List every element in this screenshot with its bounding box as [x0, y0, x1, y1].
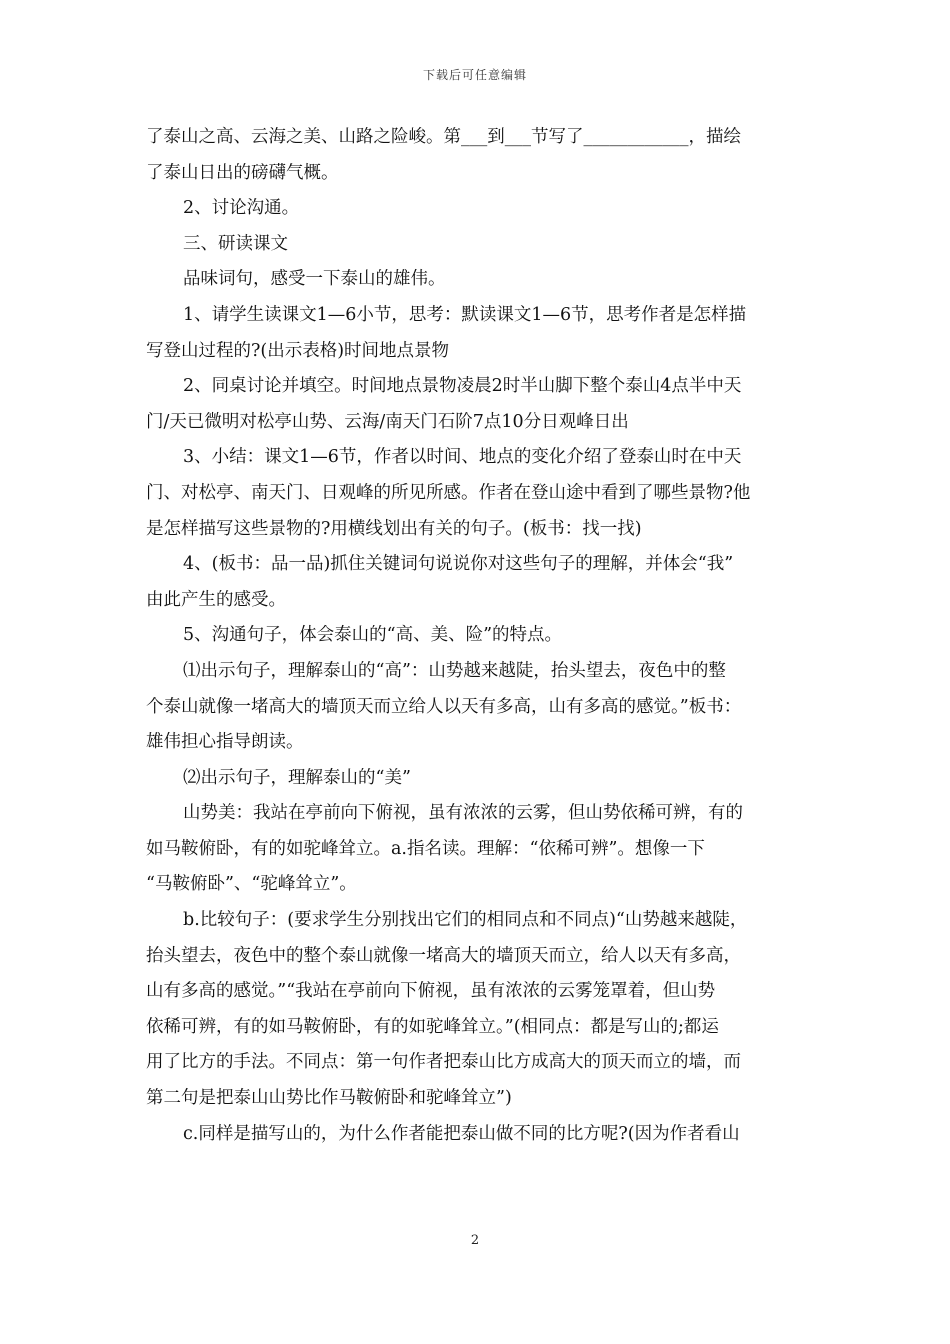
text-line: 山势美：我站在亭前向下俯视，虽有浓浓的云雾，但山势依稀可辨，有的 [183, 803, 743, 824]
text-line: 品味词句，感受一下泰山的雄伟。 [183, 269, 446, 290]
text-line: 第二句是把泰山山势比作马鞍俯卧和驼峰耸立”) [146, 1088, 512, 1109]
text-line: 是怎样描写这些景物的?用横线划出有关的句子。(板书：找一找) [146, 518, 642, 539]
text-line: 门、对松亭、南天门、日观峰的所见所感。作者在登山途中看到了哪些景物?他 [146, 482, 751, 503]
page-header: 下载后可任意编辑 [422, 68, 527, 82]
text-line: 2、同桌讨论并填空。时间地点景物凌晨2时半山脚下整个泰山4点半中天 [183, 376, 742, 397]
text-line: 了泰山日出的磅礴气概。 [146, 162, 339, 183]
text-line: 个泰山就像一堵高大的墙顶天而立给人以天有多高，山有多高的感觉。”板书： [146, 696, 742, 717]
text-line: 写登山过程的?(出示表格)时间地点景物 [146, 340, 450, 361]
text-line: 4、(板书：品一品)抓住关键词句说说你对这些句子的理解，并体会“我” [183, 554, 734, 575]
text-line: 5、沟通句子，体会泰山的“高、美、险”的特点。 [183, 625, 563, 646]
text-line: 3、小结：课文1—6节，作者以时间、地点的变化介绍了登泰山时在中天 [183, 447, 742, 468]
text-line: 三、研读课文 [183, 233, 288, 254]
text-line: 了泰山之高、云海之美、山路之险峻。第___到___节写了____________，描绘 [146, 127, 741, 147]
text-line: ⑴出示句子，理解泰山的“高”：山势越来越陡，抬头望去，夜色中的整 [183, 660, 726, 681]
text-line: 用了比方的手法。不同点：第一句作者把泰山比方成高大的顶天而立的墙，而 [146, 1052, 741, 1073]
text-line: c.同样是描写山的，为什么作者能把泰山做不同的比方呢?(因为作者看山 [183, 1123, 740, 1144]
text-line: 2、讨论沟通。 [183, 198, 300, 219]
text-line: 门/天已微明对松亭山势、云海/南天门石阶7点10分日观峰日出 [146, 411, 629, 432]
text-line: 依稀可辨，有的如马鞍俯卧，有的如驼峰耸立。”(相同点：都是写山的;都运 [146, 1016, 719, 1037]
text-line: 山有多高的感觉。”“我站在亭前向下俯视，虽有浓浓的云雾笼罩着，但山势 [146, 981, 716, 1002]
text-line: 抬头望去，夜色中的整个泰山就像一堵高大的墙顶天而立，给人以天有多高， [146, 945, 741, 966]
text-line: 由此产生的感受。 [146, 589, 286, 610]
text-line: b.比较句子：(要求学生分别找出它们的相同点和不同点)“山势越来越陡， [183, 910, 748, 931]
page-number: 2 [470, 1233, 480, 1248]
text-line: 1、请学生读课文1—6小节，思考：默读课文1—6节，思考作者是怎样描 [183, 304, 747, 325]
text-line: 如马鞍俯卧，有的如驼峰耸立。a.指名读。理解：“依稀可辨”。想像一下 [146, 838, 705, 859]
text-line: 雄伟担心指导朗读。 [146, 732, 304, 753]
text-line: ⑵出示句子，理解泰山的“美” [183, 767, 411, 788]
text-line: “马鞍俯卧”、“驼峰耸立”。 [146, 874, 357, 895]
document-body [146, 120, 806, 1152]
